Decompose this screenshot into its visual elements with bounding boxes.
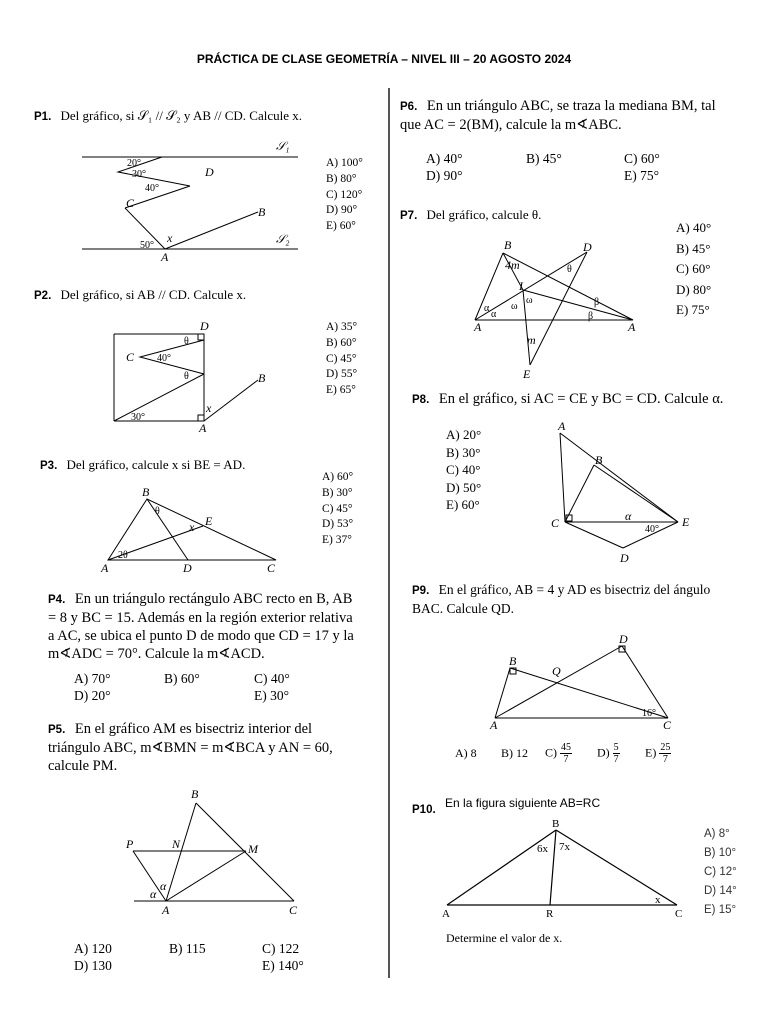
option[interactable]: B) 45° <box>526 151 562 166</box>
p9-angle-16: 16° <box>642 708 656 719</box>
p10-label-A: A <box>442 908 450 920</box>
problem-number: P3. <box>40 460 58 472</box>
p10-angle-7x: 7x <box>559 841 570 853</box>
option[interactable]: B) 10° <box>704 847 737 859</box>
fraction: $\frac{25}{7}$ <box>660 742 671 765</box>
p3-theta: θ <box>155 506 160 517</box>
problem-text: Del gráfico, si AB // CD. Calcule x. <box>60 287 247 302</box>
p8-label-B: B <box>595 453 603 467</box>
option[interactable]: A) 35° <box>326 321 358 333</box>
p3-label-A: A <box>101 561 109 575</box>
p1-label-x: x <box>167 231 173 245</box>
option-c[interactable]: C) $\frac{45}{7}$ <box>545 742 571 765</box>
option[interactable]: D) 50° <box>446 479 482 495</box>
option[interactable]: D) 55° <box>326 368 358 381</box>
p3-label-D: D <box>183 561 192 575</box>
p7-label-m: m <box>527 333 536 347</box>
option[interactable]: C) 122 <box>262 941 300 956</box>
option[interactable]: A) 8° <box>704 828 730 840</box>
p2-label-A: A <box>199 421 207 435</box>
option[interactable]: C) 40° <box>446 462 481 477</box>
p9-label-B: B <box>509 654 517 668</box>
option[interactable]: D) 20° <box>74 688 111 703</box>
p5-label-C: C <box>289 903 298 917</box>
p5-label-N: N <box>172 837 181 851</box>
option[interactable]: B) 12 <box>501 746 528 760</box>
option[interactable]: A) 40° <box>676 220 712 235</box>
option[interactable]: B) 30° <box>446 444 481 460</box>
p2-label-B: B <box>258 371 266 385</box>
option[interactable]: D) 90° <box>426 168 463 183</box>
problem-text: En el gráfico, si AC = CE y BC = CD. Calcule α. <box>438 391 724 407</box>
option[interactable]: B) 45° <box>676 240 711 256</box>
fraction: $\frac{5}{7}$ <box>613 742 619 765</box>
problem-text: Del gráfico, calcule x si BE = AD. <box>66 457 246 472</box>
p2-angle-30: 30° <box>131 412 145 423</box>
p1-label-L1: 𝒮₁ <box>276 139 290 153</box>
option[interactable]: A) 8 <box>455 746 477 760</box>
option[interactable]: C) 45° <box>322 502 353 515</box>
option[interactable]: D) 53° <box>322 518 354 531</box>
p5-label-A: A <box>162 903 170 917</box>
p1-label-A: A <box>161 250 169 264</box>
option[interactable]: D) 130 <box>74 958 112 973</box>
option[interactable]: B) 115 <box>169 941 206 956</box>
p8-angle-40: 40° <box>645 524 659 535</box>
p8-alpha: α <box>625 509 632 523</box>
p7-label-I: I <box>519 279 523 293</box>
option[interactable]: E) 60° <box>326 220 356 233</box>
option[interactable]: A) 120 <box>74 941 112 956</box>
p1-angle-20: 20° <box>127 158 141 169</box>
p5-label-M: M <box>248 842 258 856</box>
p7-alpha-1: α <box>484 303 490 314</box>
p10-footer: Determine el valor de x. <box>446 931 563 945</box>
p1-angle-50: 50° <box>140 240 154 251</box>
p9-label-Q: Q <box>552 664 561 678</box>
option[interactable]: D) 90° <box>326 204 358 217</box>
p7-beta-1: β <box>594 297 600 308</box>
p2-theta-1: θ <box>184 336 189 347</box>
option[interactable]: B) 80° <box>326 172 357 185</box>
problem-number: P7. <box>400 210 418 222</box>
fraction: $\frac{45}{7}$ <box>561 742 571 765</box>
option[interactable]: C) 12° <box>704 866 737 878</box>
problem-text: En el gráfico AM es bisectriz interior del triángulo ABC, m∢BMN = m∢BCA y AN = 60, calcule PM. <box>48 721 333 774</box>
p2-theta-2: θ <box>184 371 189 382</box>
p1-label-D: D <box>205 165 214 179</box>
p9-label-D: D <box>619 632 628 646</box>
option[interactable]: E) 60° <box>446 497 480 512</box>
problem-number: P5. <box>48 724 66 736</box>
problem-number: P9. <box>412 585 430 597</box>
problem-text: En la figura siguiente AB=RC <box>445 796 601 810</box>
p3-label-C: C <box>267 561 276 575</box>
option[interactable]: A) 40° <box>426 151 463 166</box>
p1-label-C: C <box>126 196 135 210</box>
p5-label-B: B <box>191 787 199 801</box>
option[interactable]: C) 120° <box>326 188 363 201</box>
problem-number: P1. <box>34 111 52 123</box>
p1-label-L2: 𝒮₂ <box>276 232 290 246</box>
p5-alpha-2: α <box>160 879 167 893</box>
option[interactable]: D) 80° <box>676 281 712 297</box>
p7-label-4m: 4m <box>505 258 520 272</box>
option[interactable]: B) 60° <box>164 671 200 686</box>
p7-label-A2: A <box>628 320 636 334</box>
p10-label-B: B <box>552 818 560 830</box>
p10-label-C: C <box>675 908 683 920</box>
p7-label-B: B <box>504 238 512 252</box>
option[interactable]: C) 45° <box>326 352 357 365</box>
p7-label-E: E <box>523 367 531 381</box>
problem-number: P2. <box>34 290 52 302</box>
option[interactable]: E) 30° <box>254 688 290 703</box>
p7-omega-2: ω <box>526 295 533 306</box>
p10-label-R: R <box>546 908 554 920</box>
p1-label-B: B <box>258 205 266 219</box>
p7-omega-1: ω <box>511 301 518 312</box>
p7-alpha-2: α <box>491 309 497 320</box>
p2-label-D: D <box>200 319 209 333</box>
p8-label-E: E <box>682 515 690 529</box>
problem-text: Del gráfico, calcule θ. <box>426 207 542 222</box>
problem-text: En un triángulo rectángulo ABC recto en B, AB = 8 y BC = 15. Además en la región exterior relativa a AC, se ubica el punto D de modo que CD = 17 y la m∢ADC = 70°. Calcule la m∢ACD. <box>48 591 354 662</box>
option[interactable]: C) 40° <box>254 671 290 686</box>
option-d[interactable]: D) $\frac{5}{7}$ <box>597 742 619 765</box>
p3-label-B: B <box>142 485 150 499</box>
problem-number: P8. <box>412 394 430 406</box>
p2-label-x: x <box>206 401 212 415</box>
problem-text: En un triángulo ABC, se traza la mediana BM, tal que AC = 2(BM), calcule la m∢ABC. <box>400 98 716 133</box>
p7-beta-2: β <box>588 311 594 322</box>
p8-label-C: C <box>551 516 560 530</box>
option[interactable]: E) 15° <box>704 904 737 916</box>
p3-label-E: E <box>205 514 213 528</box>
option[interactable]: A) 60° <box>322 471 354 483</box>
option[interactable]: E) 65° <box>326 384 356 397</box>
p1-angle-40: 40° <box>145 183 159 194</box>
p8-label-A: A <box>558 419 566 433</box>
option[interactable]: D) 14° <box>704 885 737 897</box>
p9-label-C: C <box>663 718 672 732</box>
p7-theta: θ <box>567 264 572 275</box>
option[interactable]: E) 37° <box>322 534 352 547</box>
p10-options <box>704 825 737 920</box>
option[interactable]: E) 140° <box>262 958 304 973</box>
page-title: PRÁCTICA DE CLASE GEOMETRÍA – NIVEL III – 20 AGOSTO 2024 <box>196 52 572 66</box>
option[interactable]: A) 20° <box>446 427 482 442</box>
p1-angle-30: 30° <box>132 169 146 180</box>
p5-alpha-1: α <box>150 887 157 901</box>
problem-number: P4. <box>48 594 66 606</box>
problem-text: En el gráfico, AB = 4 y AD es bisectriz del ángulo BAC. Calcule QD. <box>412 582 711 616</box>
problem-text: Del gráfico, si 𝒮₁ // 𝒮₂ y AB // CD. Calcule x. <box>60 108 303 123</box>
p2-label-C: C <box>126 350 135 364</box>
option[interactable]: B) 30° <box>322 486 353 499</box>
p7-label-D: D <box>583 240 592 254</box>
p9-label-A: A <box>490 718 498 732</box>
option[interactable]: C) 60° <box>624 151 660 166</box>
p10-angle-6x: 6x <box>537 843 548 855</box>
option[interactable]: C) 60° <box>676 261 711 276</box>
problem-number: P6. <box>400 101 418 113</box>
problem-number: P10. <box>412 804 436 816</box>
p8-label-D: D <box>620 551 629 565</box>
p7-label-A1: A <box>474 320 482 334</box>
option[interactable]: A) 70° <box>74 671 111 686</box>
option-e[interactable]: E) $\frac{25}{7}$ <box>645 742 671 765</box>
option[interactable]: E) 75° <box>676 302 710 317</box>
p5-label-P: P <box>126 837 134 851</box>
p3-angle-2theta: 2θ <box>118 550 128 561</box>
option[interactable]: A) 100° <box>326 157 363 169</box>
option[interactable]: E) 75° <box>624 168 660 183</box>
p3-label-x: x <box>189 520 195 534</box>
p2-angle-40: 40° <box>157 353 171 364</box>
option[interactable]: B) 60° <box>326 336 357 349</box>
p10-angle-x: x <box>655 894 661 906</box>
